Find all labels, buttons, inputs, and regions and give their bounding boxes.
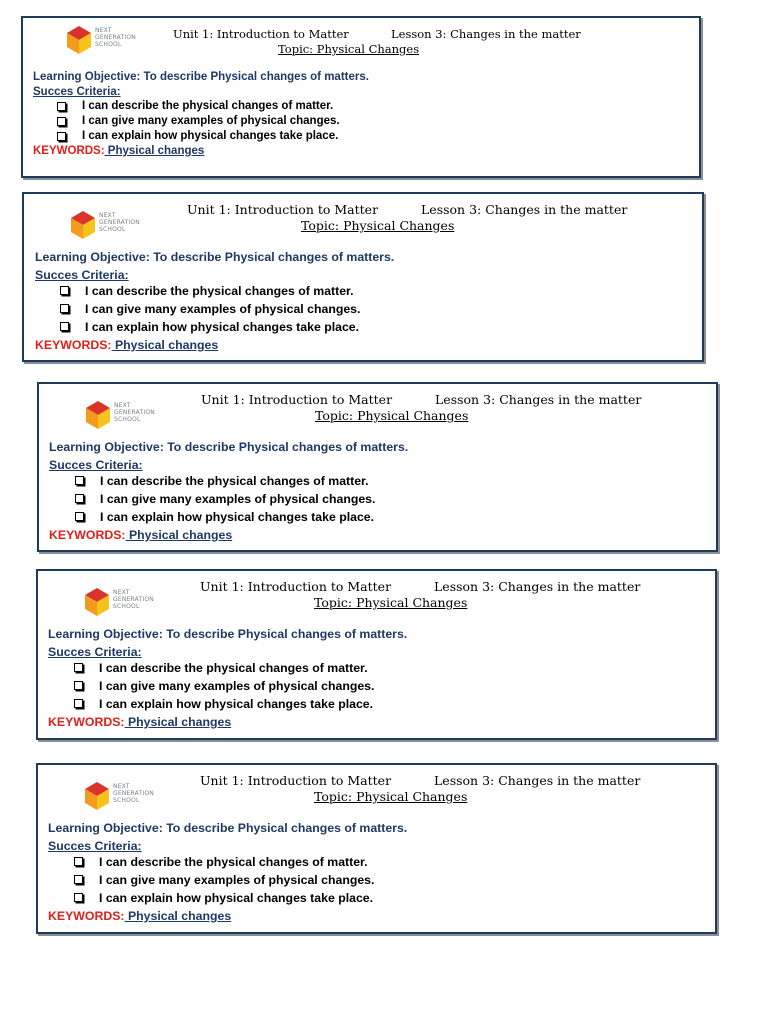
checkbox-icon[interactable] (75, 494, 84, 503)
criteria-list (35, 284, 394, 334)
checkbox-icon[interactable] (74, 681, 83, 690)
keywords-label: KEYWORDS (49, 528, 122, 542)
criteria-list (48, 855, 407, 905)
topic-title: Topic: Physical Changes (314, 789, 468, 804)
card-body (49, 440, 408, 542)
criteria-item: I can give many examples of physical changes. (75, 492, 408, 506)
cube-logo-icon (84, 587, 110, 617)
logo-text: NEXT GENERATION SCHOOL (113, 589, 154, 610)
checkbox-icon[interactable] (57, 132, 66, 141)
unit-title: Unit 1: Introduction to Matter (200, 773, 392, 788)
school-logo (84, 587, 176, 619)
keywords-line: KEYWORDS: Physical changes (49, 528, 233, 542)
lesson-card-2 (22, 192, 704, 362)
criteria-item: I can give many examples of physical changes. (57, 115, 369, 127)
unit-title: Unit 1: Introduction to Matter (201, 392, 393, 407)
lesson-card-1 (21, 16, 701, 178)
keywords-value: Physical changes (104, 145, 205, 157)
lesson-card-3 (37, 382, 718, 552)
checkbox-icon[interactable] (57, 102, 66, 111)
criteria-item: I can explain how physical changes take place. (57, 130, 369, 142)
criteria-item: I can explain how physical changes take place. (75, 510, 408, 524)
unit-title: Unit 1: Introduction to Matter (187, 202, 379, 217)
checkbox-icon[interactable] (60, 304, 69, 313)
learning-objective: Learning Objective: To describe Physical changes of matters. (48, 627, 408, 641)
cube-logo-icon (85, 400, 111, 430)
cube-logo-icon (70, 210, 96, 240)
cube-logo-icon (84, 781, 110, 811)
criteria-item: I can explain how physical changes take place. (60, 320, 394, 334)
keywords-value: Physical changes (111, 338, 219, 352)
learning-objective: Learning Objective: To describe Physical changes of matters. (35, 250, 395, 264)
logo-text: NEXT GENERATION SCHOOL (99, 212, 140, 233)
topic-title: Topic: Physical Changes (314, 595, 468, 610)
checkbox-icon[interactable] (60, 286, 69, 295)
logo-text: NEXT GENERATION SCHOOL (114, 402, 155, 423)
keywords-line: KEYWORDS: Physical changes (48, 715, 232, 729)
keywords-label: KEYWORDS (33, 145, 101, 157)
criteria-list (33, 100, 369, 142)
checkbox-icon[interactable] (74, 857, 83, 866)
card-body (35, 250, 394, 352)
lesson-card-5 (36, 763, 717, 934)
checkbox-icon[interactable] (60, 322, 69, 331)
card-body (48, 627, 407, 729)
school-logo (70, 210, 162, 242)
checkbox-icon[interactable] (74, 699, 83, 708)
keywords-label: KEYWORDS (48, 715, 121, 729)
keywords-line: KEYWORDS: Physical changes (48, 909, 232, 923)
criteria-item: I can explain how physical changes take place. (74, 891, 407, 905)
criteria-item: I can describe the physical changes of matter. (60, 284, 394, 298)
learning-objective: Learning Objective: To describe Physical changes of matters. (33, 71, 369, 83)
checkbox-icon[interactable] (74, 893, 83, 902)
logo-text: NEXT GENERATION SCHOOL (95, 27, 136, 48)
criteria-item: I can describe the physical changes of matter. (57, 100, 369, 112)
success-criteria-label: Succes Criteria: (35, 268, 129, 282)
criteria-list (48, 661, 407, 711)
school-logo (84, 781, 176, 813)
keywords-label: KEYWORDS (48, 909, 121, 923)
keywords-line: KEYWORDS: Physical changes (33, 145, 205, 157)
criteria-item: I can give many examples of physical changes. (74, 679, 407, 693)
keywords-value: Physical changes (124, 909, 232, 923)
checkbox-icon[interactable] (75, 476, 84, 485)
success-criteria-label: Succes Criteria: (48, 839, 142, 853)
keywords-line: KEYWORDS: Physical changes (35, 338, 219, 352)
lesson-title: Lesson 3: Changes in the matter (434, 579, 641, 594)
lesson-title: Lesson 3: Changes in the matter (435, 392, 642, 407)
success-criteria-label: Succes Criteria: (48, 645, 142, 659)
lesson-title: Lesson 3: Changes in the matter (434, 773, 641, 788)
checkbox-icon[interactable] (74, 663, 83, 672)
checkbox-icon[interactable] (57, 117, 66, 126)
criteria-list (49, 474, 408, 524)
checkbox-icon[interactable] (75, 512, 84, 521)
learning-objective: Learning Objective: To describe Physical changes of matters. (48, 821, 408, 835)
card-body (33, 71, 369, 157)
success-criteria-label: Succes Criteria: (33, 86, 121, 98)
criteria-item: I can describe the physical changes of matter. (74, 661, 407, 675)
logo-text: NEXT GENERATION SCHOOL (113, 783, 154, 804)
keywords-value: Physical changes (125, 528, 233, 542)
criteria-item: I can describe the physical changes of matter. (74, 855, 407, 869)
keywords-value: Physical changes (124, 715, 232, 729)
lesson-title: Lesson 3: Changes in the matter (421, 202, 628, 217)
unit-title: Unit 1: Introduction to Matter (200, 579, 392, 594)
topic-title: Topic: Physical Changes (278, 42, 420, 56)
school-logo (66, 25, 158, 57)
school-logo (85, 400, 177, 432)
criteria-item: I can give many examples of physical changes. (60, 302, 394, 316)
criteria-item: I can explain how physical changes take place. (74, 697, 407, 711)
criteria-item: I can give many examples of physical changes. (74, 873, 407, 887)
unit-title: Unit 1: Introduction to Matter (173, 27, 349, 41)
card-body (48, 821, 407, 923)
topic-title: Topic: Physical Changes (315, 408, 469, 423)
lesson-title: Lesson 3: Changes in the matter (391, 27, 581, 41)
learning-objective: Learning Objective: To describe Physical changes of matters. (49, 440, 409, 454)
cube-logo-icon (66, 25, 92, 55)
lesson-card-4 (36, 569, 717, 740)
keywords-label: KEYWORDS (35, 338, 108, 352)
criteria-item: I can describe the physical changes of matter. (75, 474, 408, 488)
checkbox-icon[interactable] (74, 875, 83, 884)
topic-title: Topic: Physical Changes (301, 218, 455, 233)
success-criteria-label: Succes Criteria: (49, 458, 143, 472)
